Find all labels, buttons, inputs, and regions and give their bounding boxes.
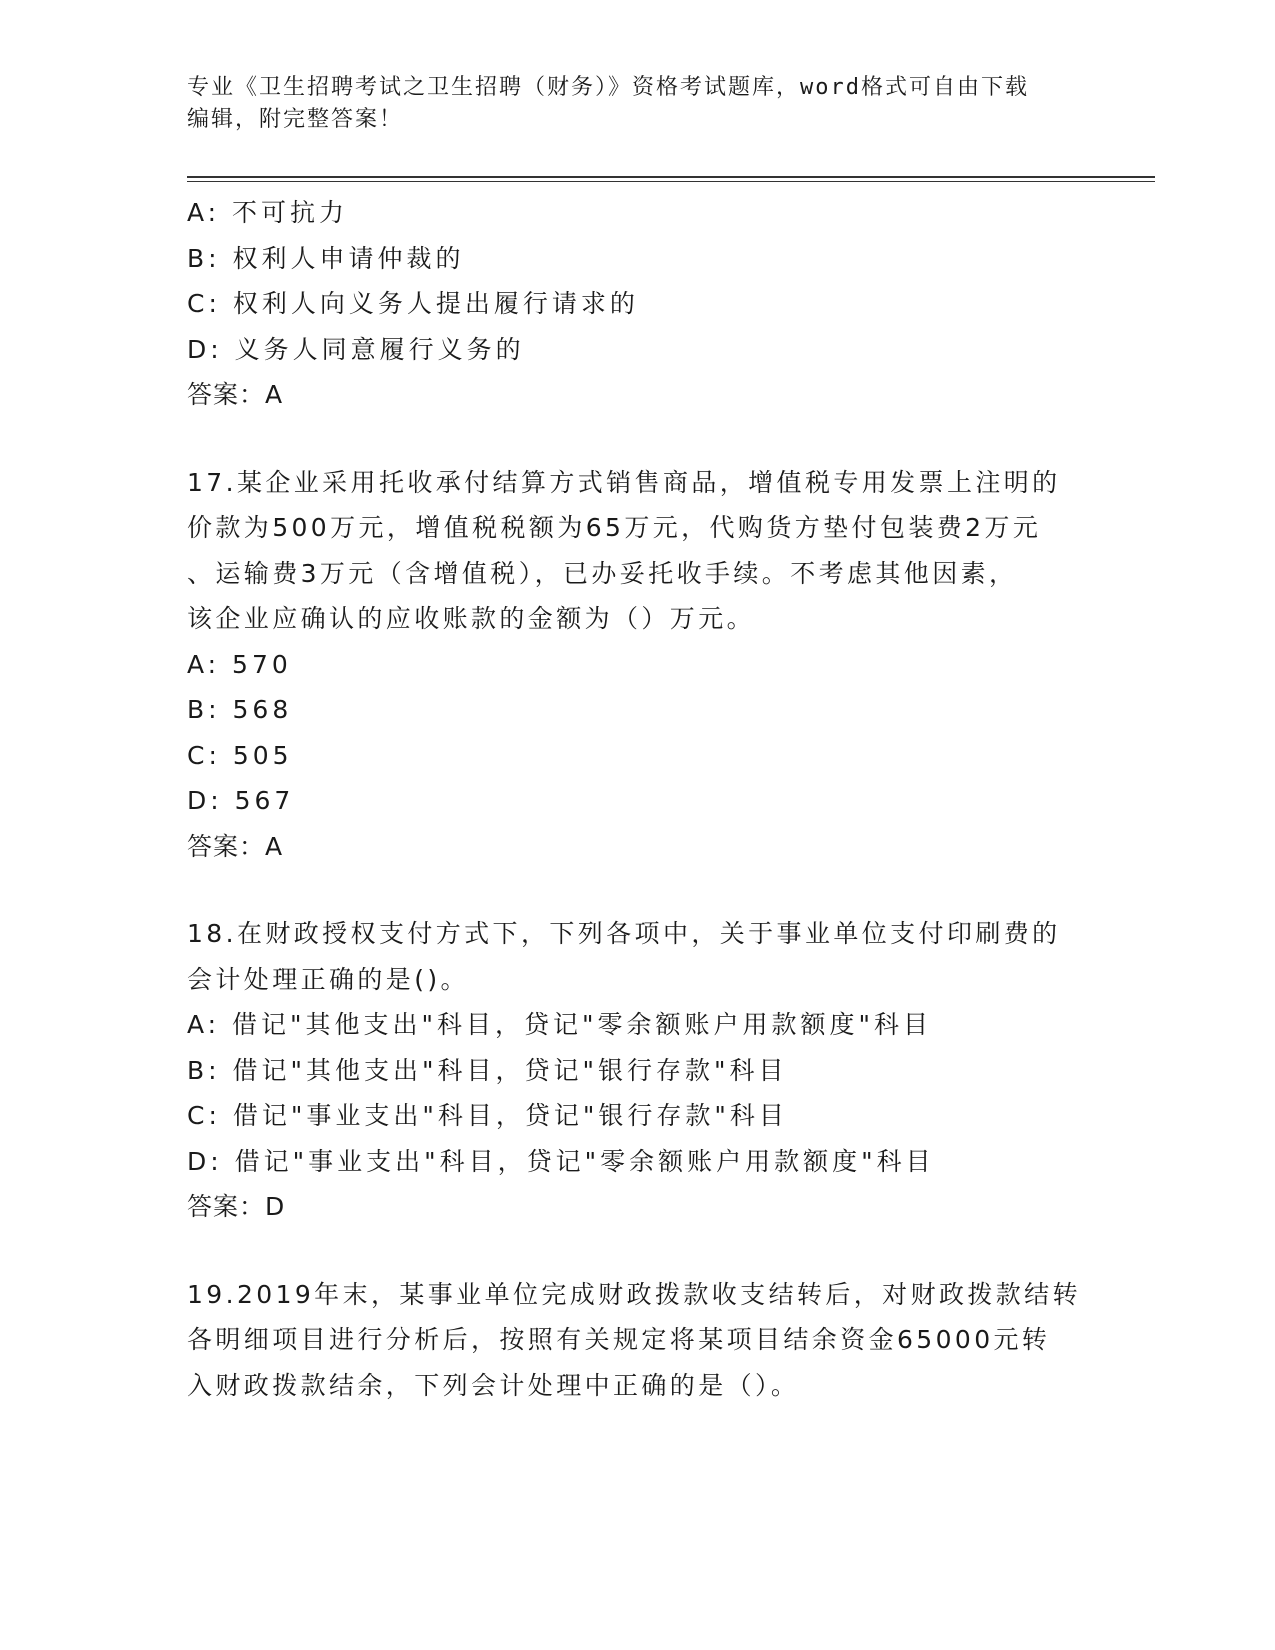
answer: 答案：D: [187, 1192, 286, 1221]
document-body: [187, 190, 1087, 1408]
question-18: [187, 911, 1087, 1230]
option-b: B: 568: [187, 695, 293, 724]
question-text-line: 17.某企业采用托收承付结算方式销售商品，增值税专用发票上注明的: [187, 467, 1061, 497]
question-text-line: 18.在财政授权支付方式下，下列各项中，关于事业单位支付印刷费的: [187, 919, 1061, 948]
option-c: C: 权利人向义务人提出履行请求的: [187, 289, 639, 318]
header-divider: [187, 176, 1155, 178]
document-header: [187, 72, 1087, 136]
option-a: A: 不可抗力: [187, 198, 349, 227]
header-line-1: 专业《卫生招聘考试之卫生招聘（财务）》资格考试题库，word格式可自由下载: [187, 75, 1029, 100]
answer: 答案：A: [187, 831, 284, 861]
question-text-line: 该企业应确认的应收账款的金额为（）万元。: [187, 604, 756, 633]
question-text-line: 会计处理正确的是()。: [187, 964, 469, 994]
question-text-line: 各明细项目进行分析后，按照有关规定将某项目结余资金65000元转: [187, 1325, 1051, 1354]
question-17: [187, 460, 1087, 870]
question-text-line: 19.2019年末，某事业单位完成财政拨款收支结转后，对财政拨款结转: [187, 1279, 1081, 1309]
option-a: A: 借记"其他支出"科目，贷记"零余额账户用款额度"科目: [187, 1010, 933, 1039]
header-line-2: 编辑，附完整答案！: [187, 107, 404, 132]
option-d: D: 义务人同意履行义务的: [187, 334, 525, 364]
answer: 答案：A: [187, 380, 284, 409]
option-b: B: 借记"其他支出"科目，贷记"银行存款"科目: [187, 1055, 788, 1085]
option-c: C: 505: [187, 740, 293, 770]
question-16: [187, 190, 1087, 418]
question-text-line: 价款为500万元，增值税税额为65万元，代购货方垫付包装费2万元: [187, 513, 1042, 542]
option-d: D: 借记"事业支出"科目，贷记"零余额账户用款额度"科目: [187, 1146, 935, 1176]
option-b: B: 权利人申请仲裁的: [187, 243, 465, 273]
option-d: D: 567: [187, 786, 295, 815]
option-a: A: 570: [187, 649, 292, 679]
question-19: [187, 1272, 1087, 1409]
option-c: C: 借记"事业支出"科目，贷记"银行存款"科目: [187, 1101, 788, 1130]
question-text-line: 、运输费3万元（含增值税），已办妥托收手续。不考虑其他因素，: [187, 558, 1018, 588]
question-text-line: 入财政拨款结余，下列会计处理中正确的是（）。: [187, 1370, 800, 1400]
header-divider-thin: [187, 181, 1155, 182]
